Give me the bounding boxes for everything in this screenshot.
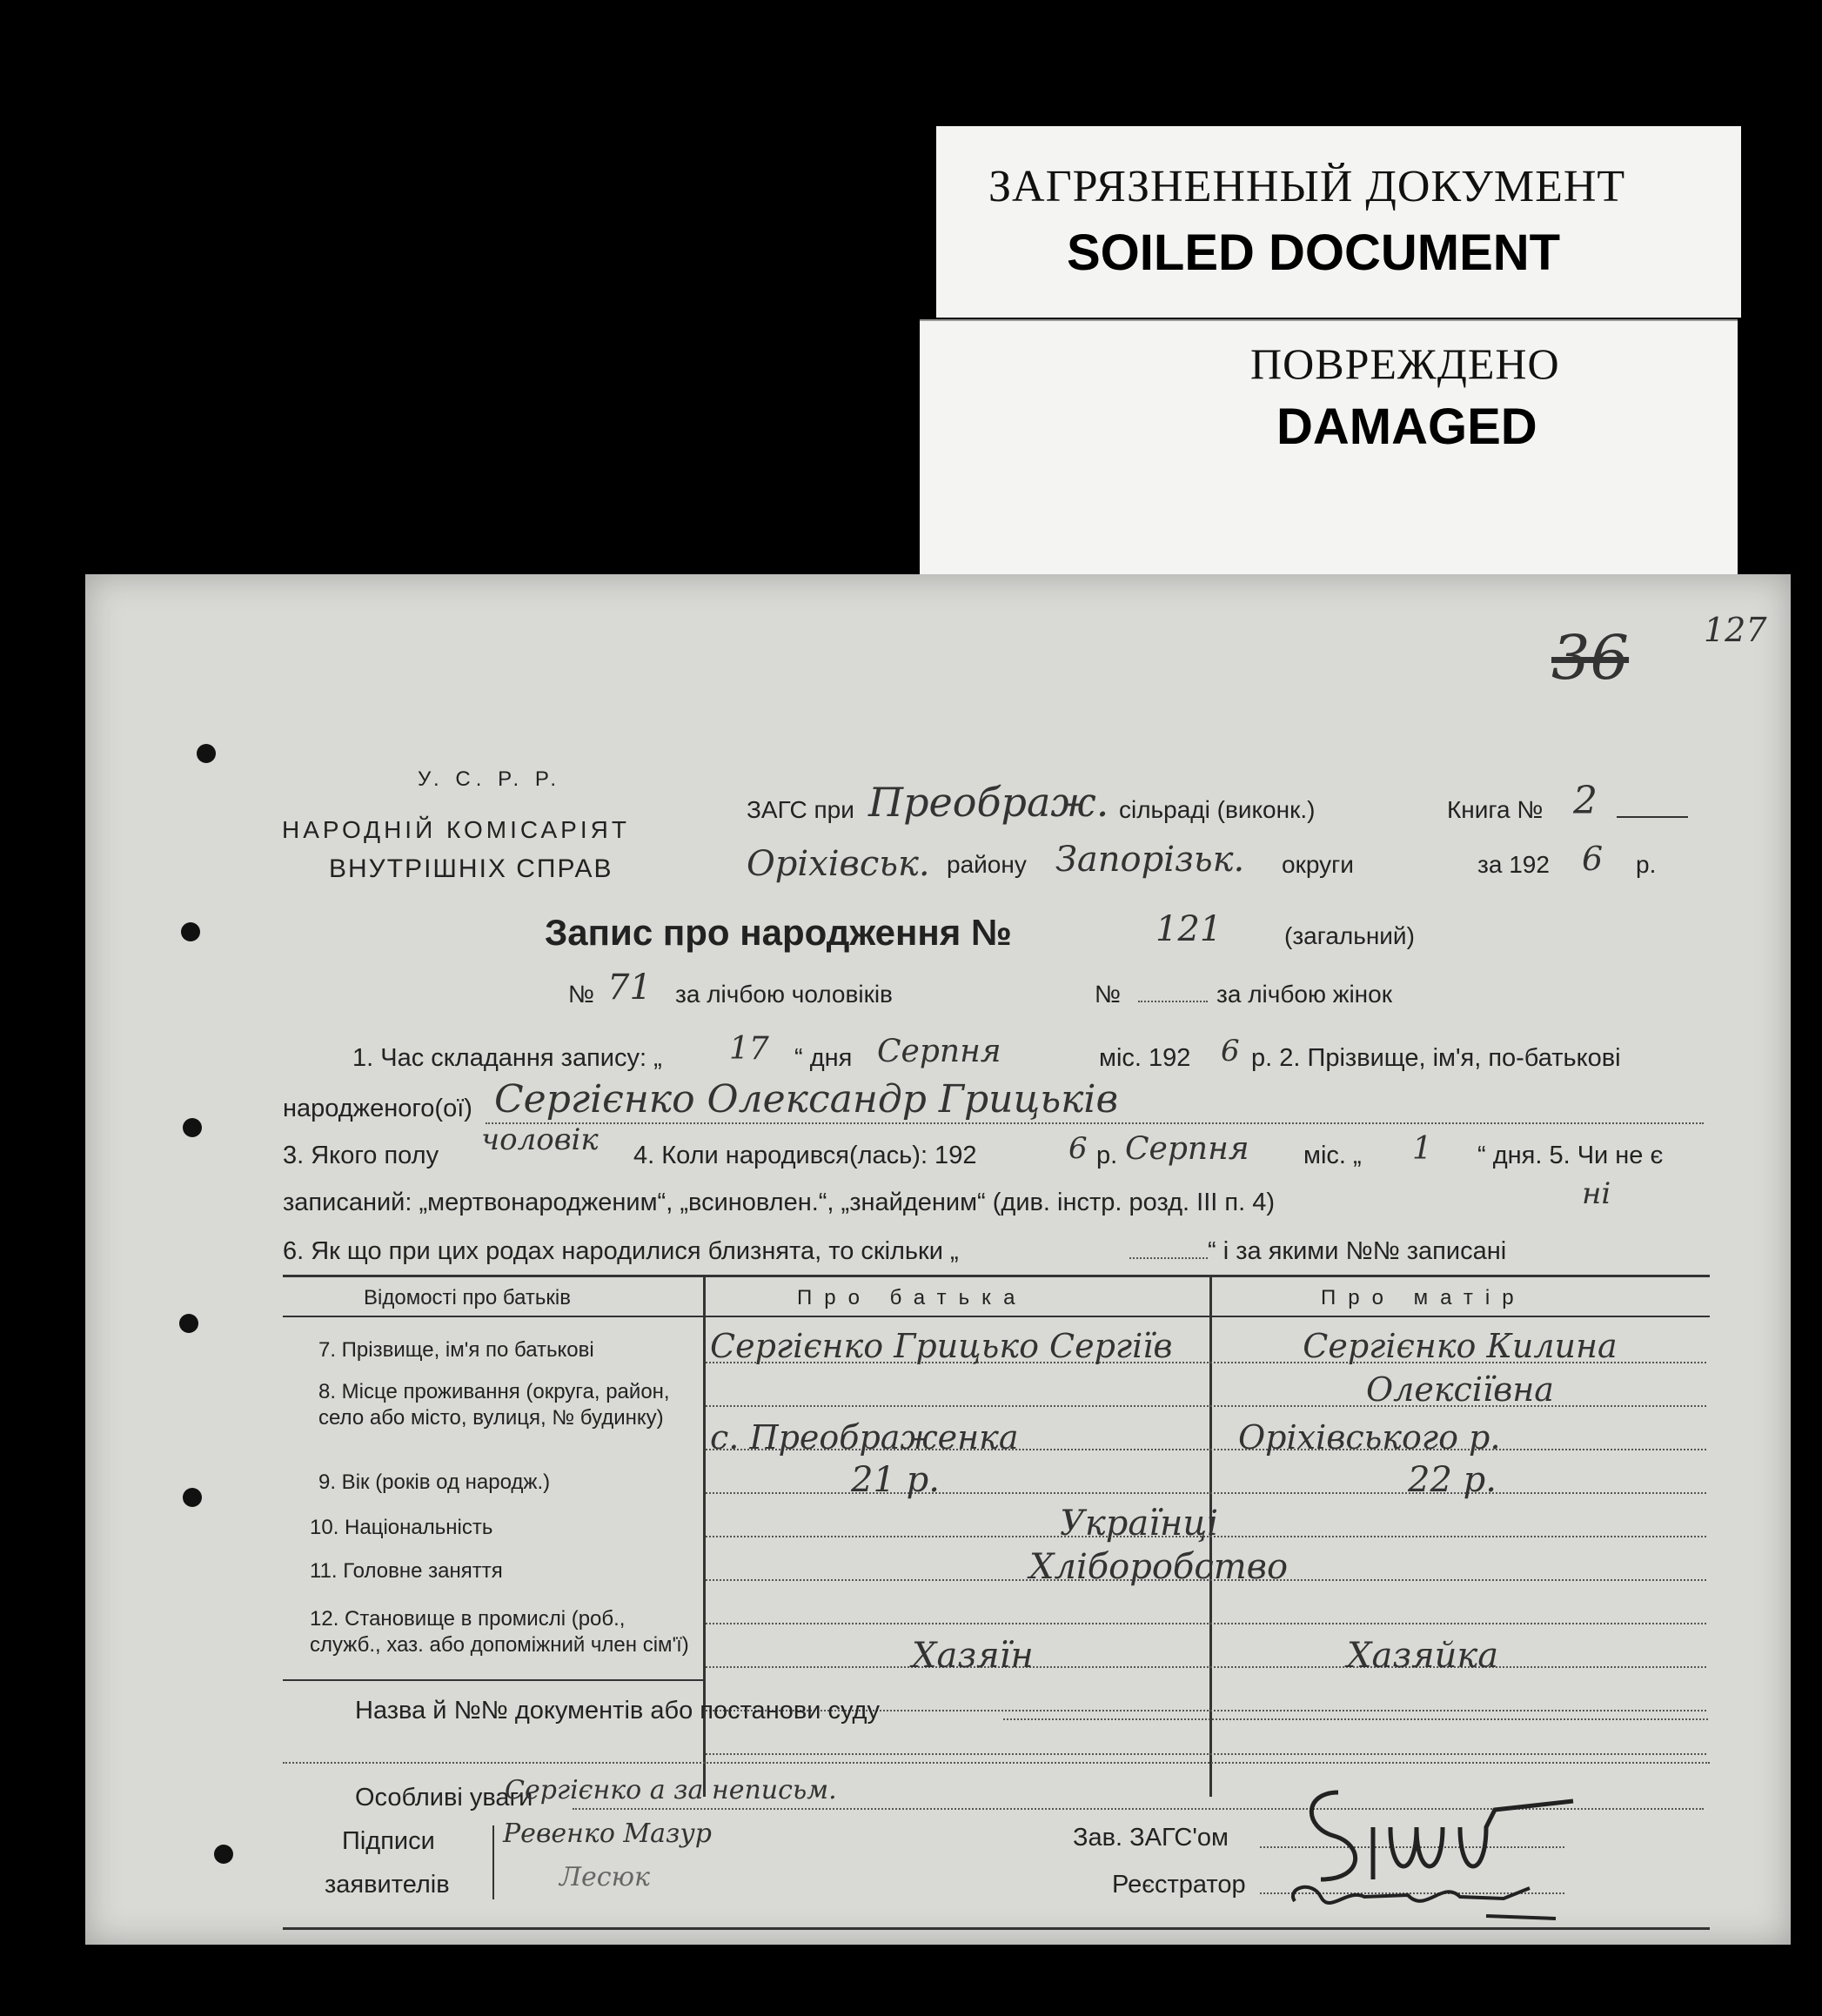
card-bottom-border: [283, 1927, 1710, 1930]
table-rule: [706, 1623, 1706, 1624]
column-mother: Про матір: [1321, 1286, 1526, 1309]
birth-record-card: [85, 574, 1791, 1945]
registrar-signature: [1277, 1862, 1608, 1932]
mother-age-handwritten: 22 р.: [1408, 1460, 1497, 1500]
okruga-label: округи: [1282, 851, 1354, 878]
line1-prefix: 1. Час складання запису: „: [352, 1044, 662, 1072]
column-parents: Відомості про батьків: [364, 1286, 571, 1309]
row-label-occupation: 11. Головне заняття: [310, 1559, 503, 1583]
sex-handwritten: чоловік: [481, 1122, 599, 1157]
child-name-underline: [486, 1122, 1704, 1124]
row-label-nationality: 10. Національність: [310, 1516, 493, 1539]
line3-suffix: “ дня. 5. Чи не є: [1477, 1142, 1664, 1169]
mother-name-handwritten: Сергієнко Килина Олексіївна: [1303, 1327, 1618, 1409]
book-underline: [1617, 816, 1688, 818]
punch-hole: [214, 1845, 233, 1864]
selrada-label: сільраді (виконк.): [1119, 796, 1316, 823]
line4-label: записаний: „мертвонародженим“, „всиновлен.“, „знайденим“ (див. інстр. розд. III п. 4): [283, 1189, 1275, 1216]
stillborn-answer-handwritten: ні: [1582, 1176, 1611, 1211]
record-day-handwritten: 17: [729, 1031, 769, 1067]
ministry-line-1: НАРОДНІЙ КОМІСАРІЯТ: [282, 816, 630, 843]
notes-label: Особливі уваги: [355, 1784, 533, 1812]
damaged-label-ru: ПОВРЕЖДЕНО: [1250, 339, 1560, 388]
record-year-handwritten: 6: [1221, 1034, 1240, 1068]
page-number: 127: [1704, 611, 1767, 649]
applicant-signature-2: Лесюк: [559, 1862, 650, 1892]
book-number-handwritten: 2: [1573, 779, 1598, 823]
soiled-document-label: [936, 126, 1741, 318]
zags-label: ЗАГС при: [747, 796, 854, 823]
signatures-label-1: Підписи: [342, 1827, 435, 1855]
damaged-label-en: DAMAGED: [1276, 399, 1537, 455]
line3-born-label: 4. Коли народився(лась): 192: [633, 1142, 977, 1169]
line1-day-label: “ дня: [794, 1044, 853, 1072]
father-age-handwritten: 21 р.: [851, 1460, 940, 1500]
table-rule: [706, 1666, 1706, 1668]
book-label: Книга №: [1447, 796, 1544, 823]
record-title: Запис про народження №: [545, 912, 1012, 953]
men-label: за лічбою чоловіків: [675, 981, 893, 1008]
soiled-label-en: SOILED DOCUMENT: [1067, 224, 1561, 281]
soiled-label-ru: ЗАГРЯЗНЕННЫЙ ДОКУМЕНТ: [988, 162, 1626, 211]
table-label-bottom-border: [283, 1679, 705, 1681]
men-prefix: №: [568, 981, 595, 1008]
documents-label: Назва й №№ документів або постанови суду: [355, 1697, 880, 1725]
documents-blank: [1003, 1718, 1708, 1720]
row-label-position: 12. Становище в промислі (роб., служб., хаз. або допоміжний член сім'ї): [310, 1607, 689, 1657]
father-residence-handwritten: с. Преображенка: [710, 1418, 1019, 1457]
applicant-signature-1: Ревенко Мазур: [503, 1818, 712, 1849]
father-position-handwritten: Хазяїн: [912, 1636, 1034, 1676]
registrar-label: Реєстратор: [1112, 1871, 1246, 1899]
signatures-label-2: заявителів: [325, 1871, 450, 1899]
birth-day-handwritten: 1: [1412, 1131, 1432, 1167]
usrr-heading: У. С. Р. Р.: [418, 767, 562, 791]
nationality-handwritten: Українці: [1060, 1504, 1219, 1544]
line5-suffix: “ і за якими №№ записані: [1208, 1237, 1507, 1265]
women-prefix: №: [1095, 981, 1122, 1008]
table-rule: [706, 1753, 1706, 1755]
mother-residence-handwritten: Оріхівського р.: [1238, 1418, 1501, 1457]
occupation-handwritten: Хліборобство: [1029, 1547, 1289, 1587]
mother-position-handwritten: Хазяйка: [1347, 1636, 1499, 1676]
signatures-bracket: [492, 1825, 494, 1899]
women-label: за лічбою жінок: [1216, 981, 1392, 1008]
record-month-handwritten: Серпня: [877, 1034, 1001, 1069]
child-name-handwritten: Сергієнко Олександр Грицьків: [494, 1077, 1119, 1122]
punch-hole: [183, 1118, 202, 1137]
row-label-name: 7. Прізвище, ім'я по батькові: [318, 1338, 594, 1362]
punch-hole: [197, 744, 216, 763]
men-number-handwritten: 71: [607, 968, 652, 1008]
line3-sex-label: 3. Якого полу: [283, 1142, 439, 1169]
line1-suffix: р. 2. Прізвище, ім'я, по-батькові: [1251, 1044, 1621, 1072]
column-father: Про батька: [797, 1286, 1028, 1309]
year-label: за 192: [1477, 851, 1550, 878]
zags-head-label: Зав. ЗАГС'ом: [1073, 1824, 1229, 1852]
raion-handwritten: Оріхівськ.: [747, 844, 930, 884]
women-number-blank: [1138, 1001, 1208, 1002]
line2-label: народженого(ої): [283, 1095, 472, 1122]
damaged-document-label: [920, 319, 1738, 586]
father-name-handwritten: Сергієнко Грицько Сергіїв: [710, 1327, 1173, 1365]
year-handwritten: 6: [1582, 840, 1604, 878]
punch-hole: [181, 922, 200, 941]
line3-month-label: міс. „: [1303, 1142, 1362, 1169]
raion-label: району: [947, 851, 1027, 878]
line3-year-suffix: р.: [1096, 1142, 1118, 1169]
line1-month-label: міс. 192: [1099, 1044, 1191, 1072]
punch-hole: [183, 1488, 202, 1507]
row-label-age: 9. Вік (років од народж.): [318, 1470, 551, 1494]
year-suffix: р.: [1636, 851, 1657, 878]
ministry-line-2: ВНУТРІШНІХ СПРАВ: [329, 854, 613, 883]
line5-label: 6. Як що при цих родах народилися близнята, то скільки „: [283, 1237, 959, 1265]
table-top-border: [283, 1275, 1710, 1277]
record-number-handwritten: 121: [1155, 909, 1222, 949]
notes-handwritten: Сергієнко а за неписьм.: [505, 1775, 837, 1805]
row-label-residence: 8. Місце проживання (округа, район, село або місто, вулиця, № будинку): [318, 1380, 670, 1430]
okruga-handwritten: Запорізьк.: [1055, 840, 1245, 880]
punch-hole: [179, 1314, 198, 1333]
old-page-number: 36: [1551, 622, 1630, 693]
birth-year-handwritten: 6: [1068, 1131, 1088, 1166]
twins-count-blank: [1129, 1257, 1208, 1259]
village-handwritten: Преображ.: [868, 779, 1109, 826]
birth-month-handwritten: Серпня: [1125, 1131, 1249, 1167]
general-label: (загальний): [1284, 922, 1415, 949]
table-header-border: [283, 1316, 1710, 1317]
